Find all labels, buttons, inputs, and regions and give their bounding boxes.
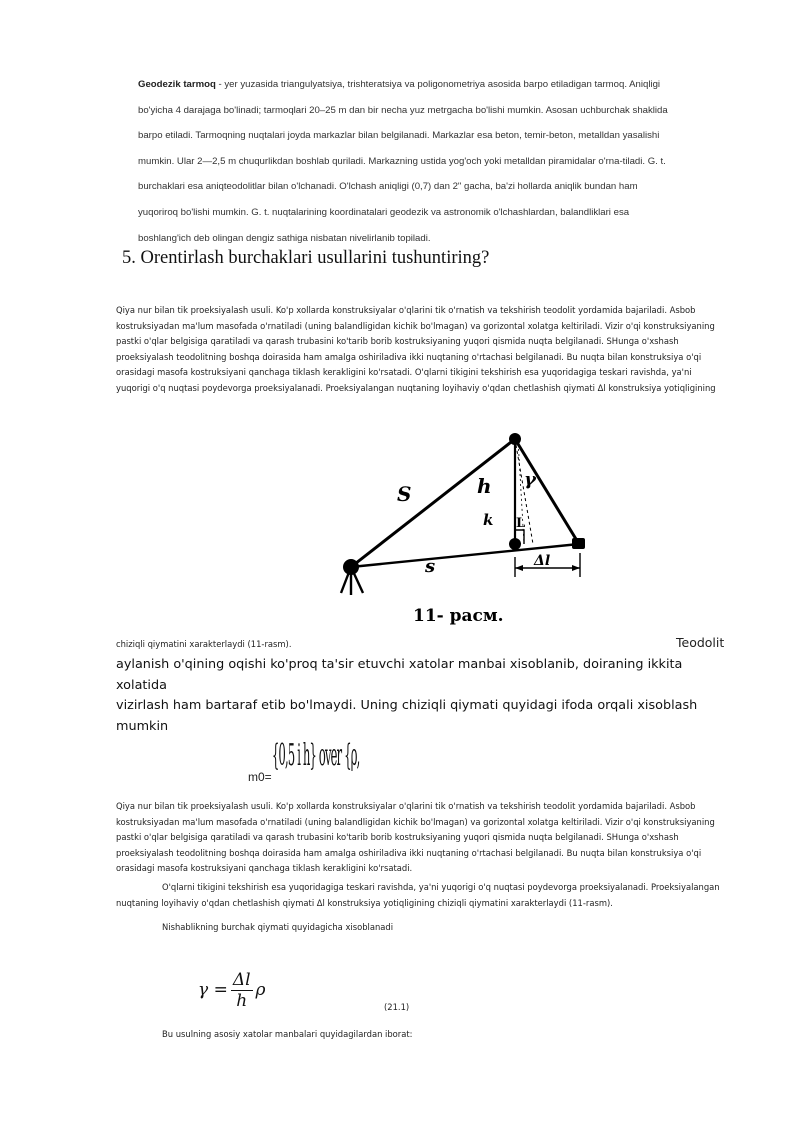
equation-number: (21.1) — [384, 1002, 410, 1012]
formula-lhs: γ = — [198, 980, 228, 1000]
formula-denominator: h — [236, 991, 248, 1011]
text-line: orasidagi masofa kostruksiyani qanchaga tiklash kerakligini ko'rsatadi. O'qlarni tikigini tekshirish esa yuqoridagiga teskari ravishda, ya'ni — [116, 367, 692, 378]
nishab-line: Nishablikning burchak qiymati quyidagicha xisoblanadi — [162, 922, 394, 932]
text-line: O'qlarni tikigini tekshirish esa yuqoridagiga teskari ravishda, ya'ni yuqorigi o'q nuqtasi poydevorga proeksiyalanadi. Proeksiyalangan — [162, 882, 720, 892]
label-k: k — [483, 511, 494, 529]
intro-line: barpo etiladi. Tarmoqning nuqtalari joyda markazlar bilan belgilanadi. Markazlar esa beton, temir-beton, metalldan yasalishi — [138, 130, 660, 142]
text-line: vizirlash ham bartaraf etib bo'lmaydi. Uning chiziqli qiymati quyidagi ifoda orqali xisoblash mumkin — [116, 698, 698, 734]
text-line: aylanish o'qining oqishi ko'proq ta'sir etuvchi xatolar manbai xisoblanib, doiraning ikkita xolatida — [116, 657, 683, 693]
label-h: h — [477, 474, 492, 498]
intro-paragraph — [138, 72, 738, 251]
text-line: proeksiyalash teodolitning boshqa doirasida ham amalga oshiriladiva ikki nuqtaning o'rtachasi belgilanadi. Bu nuqta bilan konstruksiya o'qi — [116, 351, 702, 362]
paragraph-2 — [116, 799, 738, 877]
text-line: pastki o'qlar belgisiga qaratiladi va qarash trubasini ko'tarib borib kostruksiyaning yuqori qismida nuqta belgilanadi. SHunga o'xshash — [116, 336, 679, 347]
formula-rho: ρ — [255, 980, 266, 1000]
label-s-lower: s — [425, 556, 436, 577]
intro-line: Geodezik tarmoq - yer yuzasida triangulyatsiya, trishteratsiya va poligonometriya asosida barpo etiladigan tarmoq. Aniqligi — [138, 79, 661, 90]
base-point — [509, 538, 521, 550]
m0-label: m0= — [248, 770, 272, 784]
figure-caption-line: chiziqli qiymatini xarakterlaydi (11-rasm). — [116, 639, 292, 649]
text-line: pastki o'qlar belgisiga qaratiladi va qarash trubasini ko'tarib borib kostruksiyaning yuqori qismida nuqta belgilanadi. SHunga o'xshash — [116, 832, 679, 843]
paragraph-3 — [116, 880, 738, 911]
intro-line: mumkin. Ular 2—2,5 m chuqurlikdan boshlab quriladi. Markazning ustida yog'och yoki metalldan piramidalar o'rna-tiladi. G. t. — [138, 155, 666, 167]
text-line: Qiya nur bilan tik proeksiyalash usuli. Ko'p xollarda konstruksiyalar o'qlarini tik o'rnatish va tekshirish teodolit yordamida bajariladi. Asbob — [116, 305, 696, 315]
formula-fraction — [231, 970, 253, 1011]
intro-line: boshlang'ich deb olingan dengiz sathiga nisbatan nivelirlanib topiladi. — [138, 232, 431, 244]
label-delta-l: Δl — [534, 553, 551, 569]
formula-numerator: Δl — [232, 970, 251, 990]
top-point — [509, 433, 521, 445]
gamma-formula — [198, 970, 266, 1011]
text-line: yuqorigi o'q nuqtasi poydevorga proeksiyalanadi. Proeksiyalangan nuqtaning loyihaviy o'qdan chetlashish qiymati Δl konstruksiya yotiqligining — [116, 382, 716, 393]
intro-line: yuqoriroq bo'lishi mumkin. G. t. nuqtalarining koordinatalari geodezik va astronomik o'lchashlardan, balandliklari esa — [138, 206, 630, 218]
m0-expression: {0,5 i h} over {ρ, — [272, 738, 360, 773]
label-L: L — [516, 516, 526, 531]
section-heading: 5. Orentirlash burchaklari usullarini tushuntiring? — [122, 248, 490, 268]
label-gamma: γ — [524, 469, 536, 490]
figure-caption: 11- расм. — [413, 606, 504, 626]
text-line: nuqtaning loyihaviy o'qdan chetlashish qiymati Δl konstruksiya yotiqligining chiziqli qiymatini xarakterlaydi (11-rasm). — [116, 897, 613, 908]
text-line: kostruksiyadan ma'lum masofada o'rnatiladi (uning balandligidan kichik bo'lmagan) va gorizontal xolatga keltiriladi. Vizir o'qi konstruksiyaning — [116, 320, 715, 331]
label-s-upper: S — [397, 482, 412, 506]
intro-line: bo'yicha 4 darajaga bo'linadi; tarmoqlari 20–25 m dan bir necha yuz metrgacha bo'lishi mumkin. Asosan uchburchak shaklida — [138, 104, 668, 116]
teodolit-word: Teodolit — [676, 635, 725, 650]
last-line: Bu usulning asosiy xatolar manbalari quyidagilardan iborat: — [162, 1029, 413, 1039]
text-line: proeksiyalash teodolitning boshqa doirasida ham amalga oshiriladiva ikki nuqtaning o'rtachasi belgilanadi. Bu nuqta bilan konstruksiya o'qi — [116, 847, 702, 858]
theodolite-icon — [341, 559, 363, 595]
intro-line: burchaklari esa aniqteodolitlar bilan o'lchanadi. O'lchash aniqligi (0,7) dan 2" gacha, ba'zi hollarda aniqlik bundan ham — [138, 181, 638, 193]
target-point — [572, 538, 585, 549]
paragraph-1 — [116, 303, 738, 397]
intro-term: Geodezik tarmoq — [138, 79, 216, 90]
text-line: Qiya nur bilan tik proeksiyalash usuli. Ko'p xollarda konstruksiyalar o'qlarini tik o'rnatish va tekshirish teodolit yordamida bajariladi. Asbob — [116, 801, 696, 811]
large-paragraph — [116, 655, 736, 737]
text-line: orasidagi masofa kostruksiyani qanchaga tiklash kerakligini ko'rsatadi. — [116, 863, 413, 874]
figure-11 — [305, 415, 635, 630]
line-s-upper — [351, 439, 515, 567]
text-line: kostruksiyadan ma'lum masofada o'rnatiladi (uning balandligidan kichik bo'lmagan) va gorizontal xolatga keltiriladi. Vizir o'qi konstruksiyaning — [116, 816, 715, 827]
